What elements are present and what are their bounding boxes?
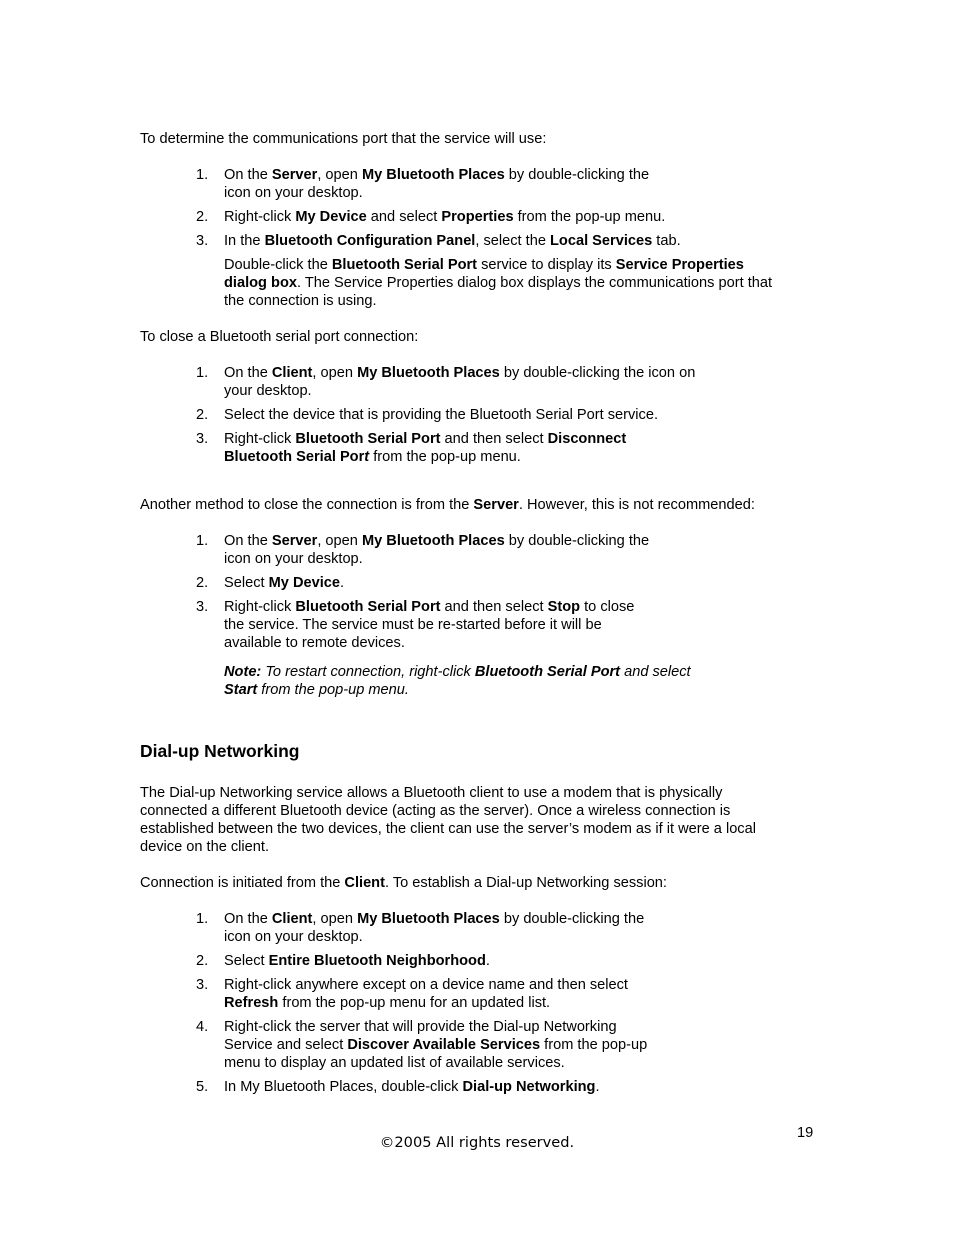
list-number: 1. xyxy=(196,911,209,927)
bold-term: Entire Bluetooth Neighborhood xyxy=(268,953,486,969)
bold-term: Local Services xyxy=(550,233,653,249)
text-run: To restart connection, right-click xyxy=(261,664,475,680)
text-run: by double-clicking the xyxy=(504,533,650,549)
text-run: . xyxy=(595,1079,600,1095)
intro-paragraph: To close a Bluetooth serial port connection: xyxy=(140,329,419,345)
text-run: On the xyxy=(224,167,272,183)
text-run: Select xyxy=(224,953,269,969)
text-run: and select xyxy=(620,664,691,680)
text-run: tab. xyxy=(652,233,681,249)
list-item xyxy=(196,952,647,970)
list-item xyxy=(196,166,681,202)
text-run: , open xyxy=(312,365,358,381)
text-run: . However, this is not recommended: xyxy=(518,497,755,513)
bold-term: Service Properties xyxy=(615,257,744,273)
text-run: The Dial-up Networking service allows a Bluetooth client to use a modem that is physically xyxy=(140,785,723,801)
bold-term: My Bluetooth Places xyxy=(357,911,500,927)
list-item xyxy=(196,208,681,226)
text-run: In the xyxy=(224,233,265,249)
list-number: 4. xyxy=(196,1019,209,1035)
bold-term: Stop xyxy=(547,599,581,615)
list-number: 1. xyxy=(196,167,209,183)
bold-term: Refresh xyxy=(224,995,279,1011)
numbered-list xyxy=(196,532,649,658)
body-paragraph xyxy=(140,784,820,856)
bold-term: My Device xyxy=(295,209,367,225)
bold-term: Server xyxy=(271,533,318,549)
intro-paragraph xyxy=(140,874,820,892)
text-run: Right-click xyxy=(224,599,296,615)
bold-term: Bluetooth Serial Por xyxy=(224,449,365,465)
text-run: In My Bluetooth Places, double-click xyxy=(224,1079,463,1095)
text-run: service to display its xyxy=(477,257,616,273)
bold-term: My Bluetooth Places xyxy=(357,365,500,381)
text-run: icon on your desktop. xyxy=(224,551,363,567)
list-number: 3. xyxy=(196,233,209,249)
text-run: On the xyxy=(224,533,272,549)
text-run: . To establish a Dial-up Networking session: xyxy=(384,875,667,891)
text-run: , open xyxy=(317,533,362,549)
text-run: to close xyxy=(580,599,635,615)
text-run: by double-clicking the xyxy=(499,911,645,927)
text-run: . xyxy=(340,575,345,591)
text-run: available to remote devices. xyxy=(224,635,405,651)
list-item xyxy=(196,910,647,946)
text-run: Select xyxy=(224,575,269,591)
text-run: connected a different Bluetooth device (acting as the server). Once a wireless connection is xyxy=(140,803,731,819)
intro-paragraph: To determine the communications port that the service will use: xyxy=(140,131,547,147)
bold-term: Bluetooth Serial Port xyxy=(331,257,478,273)
bold-term: Disconnect xyxy=(547,431,627,447)
list-number: 1. xyxy=(196,533,209,549)
text-run: Service and select xyxy=(224,1037,348,1053)
bold-term: Bluetooth Configuration Panel xyxy=(264,233,476,249)
intro-paragraph xyxy=(140,496,820,514)
page-number: 19 xyxy=(797,1125,814,1141)
text-run: , select the xyxy=(475,233,551,249)
list-item xyxy=(196,574,649,592)
bold-term: Dial-up Networking xyxy=(462,1079,596,1095)
list-number: 1. xyxy=(196,365,209,381)
bold-italic-term: Start xyxy=(224,682,258,698)
list-item xyxy=(196,232,681,250)
list-item xyxy=(196,406,695,424)
text-run: from the pop-up menu. xyxy=(513,209,666,225)
bold-term: My Bluetooth Places xyxy=(361,167,505,183)
list-item xyxy=(196,598,649,652)
text-run: the connection is using. xyxy=(224,293,377,309)
list-number: 3. xyxy=(196,977,209,993)
bold-term: Client xyxy=(271,911,313,927)
text-run: by double-clicking the xyxy=(504,167,650,183)
list-item xyxy=(196,976,647,1012)
text-run: device on the client. xyxy=(140,839,269,855)
list-item xyxy=(196,1018,647,1072)
text-run: the service. The service must be re-started before it will be xyxy=(224,617,602,633)
text-run: established between the two devices, the client can use the server’s modem as if it were a local xyxy=(140,821,756,837)
list-item xyxy=(196,364,695,400)
bold-term: Discover Available Services xyxy=(347,1037,541,1053)
bold-term: Bluetooth Serial Port xyxy=(295,599,441,615)
text-run: Right-click anywhere except on a device name and then select xyxy=(224,977,628,993)
text-run: Right-click the server that will provide the Dial-up Networking xyxy=(224,1019,617,1035)
text-run: and select xyxy=(366,209,442,225)
text-run: Connection is initiated from the xyxy=(140,875,345,891)
note-label: Note: xyxy=(224,664,262,680)
bold-italic-term: Bluetooth Serial Port xyxy=(474,664,621,680)
numbered-list xyxy=(196,910,647,1102)
bold-term: My Bluetooth Places xyxy=(361,533,505,549)
numbered-list xyxy=(196,166,681,256)
bold-term: Properties xyxy=(441,209,514,225)
text-run: On the xyxy=(224,911,272,927)
list-number: 2. xyxy=(196,407,209,423)
bold-term: Client xyxy=(344,875,385,891)
text-run: by double-clicking the icon on xyxy=(499,365,696,381)
numbered-list xyxy=(196,364,695,472)
list-number: 3. xyxy=(196,599,209,615)
bold-term: Server xyxy=(271,167,318,183)
text-run: . xyxy=(485,953,490,969)
list-number: 3. xyxy=(196,431,209,447)
text-run: Right-click xyxy=(224,209,296,225)
note-paragraph xyxy=(224,663,691,699)
list-item xyxy=(196,1078,647,1096)
text-run: Right-click xyxy=(224,431,296,447)
text-run: On the xyxy=(224,365,272,381)
list-item xyxy=(196,532,649,568)
text-run: . The Service Properties dialog box displays the communications port that xyxy=(296,275,773,291)
bold-italic-term: t xyxy=(364,449,370,465)
bold-term: Bluetooth Serial Port xyxy=(295,431,441,447)
sub-paragraph xyxy=(224,256,772,310)
text-run: and then select xyxy=(440,431,548,447)
list-number: 2. xyxy=(196,953,209,969)
text-run: Double-click the xyxy=(224,257,332,273)
list-number: 2. xyxy=(196,575,209,591)
list-number: 2. xyxy=(196,209,209,225)
text-run: Another method to close the connection is from the xyxy=(140,497,474,513)
list-number: 5. xyxy=(196,1079,209,1095)
text-run: from the pop-up xyxy=(540,1037,648,1053)
copyright-footer: ©2005 All rights reserved. xyxy=(379,1134,575,1151)
text-run: , open xyxy=(317,167,362,183)
text-run: and then select xyxy=(440,599,548,615)
text-run: your desktop. xyxy=(224,383,312,399)
text-run: from the pop-up menu for an updated list. xyxy=(278,995,551,1011)
text-run: from the pop-up menu. xyxy=(369,449,521,465)
bold-term: My Device xyxy=(268,575,341,591)
section-heading: Dial-up Networking xyxy=(140,741,300,761)
text-run: Select the device that is providing the Bluetooth Serial Port service. xyxy=(224,407,658,423)
text-run: icon on your desktop. xyxy=(224,185,363,201)
list-item xyxy=(196,430,695,466)
bold-term: Server xyxy=(473,497,519,513)
text-run: icon on your desktop. xyxy=(224,929,363,945)
text-run: , open xyxy=(312,911,358,927)
text-run: menu to display an updated list of available services. xyxy=(224,1055,565,1071)
bold-term: dialog box xyxy=(224,275,297,291)
text-run: from the pop-up menu. xyxy=(257,682,409,698)
bold-term: Client xyxy=(271,365,313,381)
